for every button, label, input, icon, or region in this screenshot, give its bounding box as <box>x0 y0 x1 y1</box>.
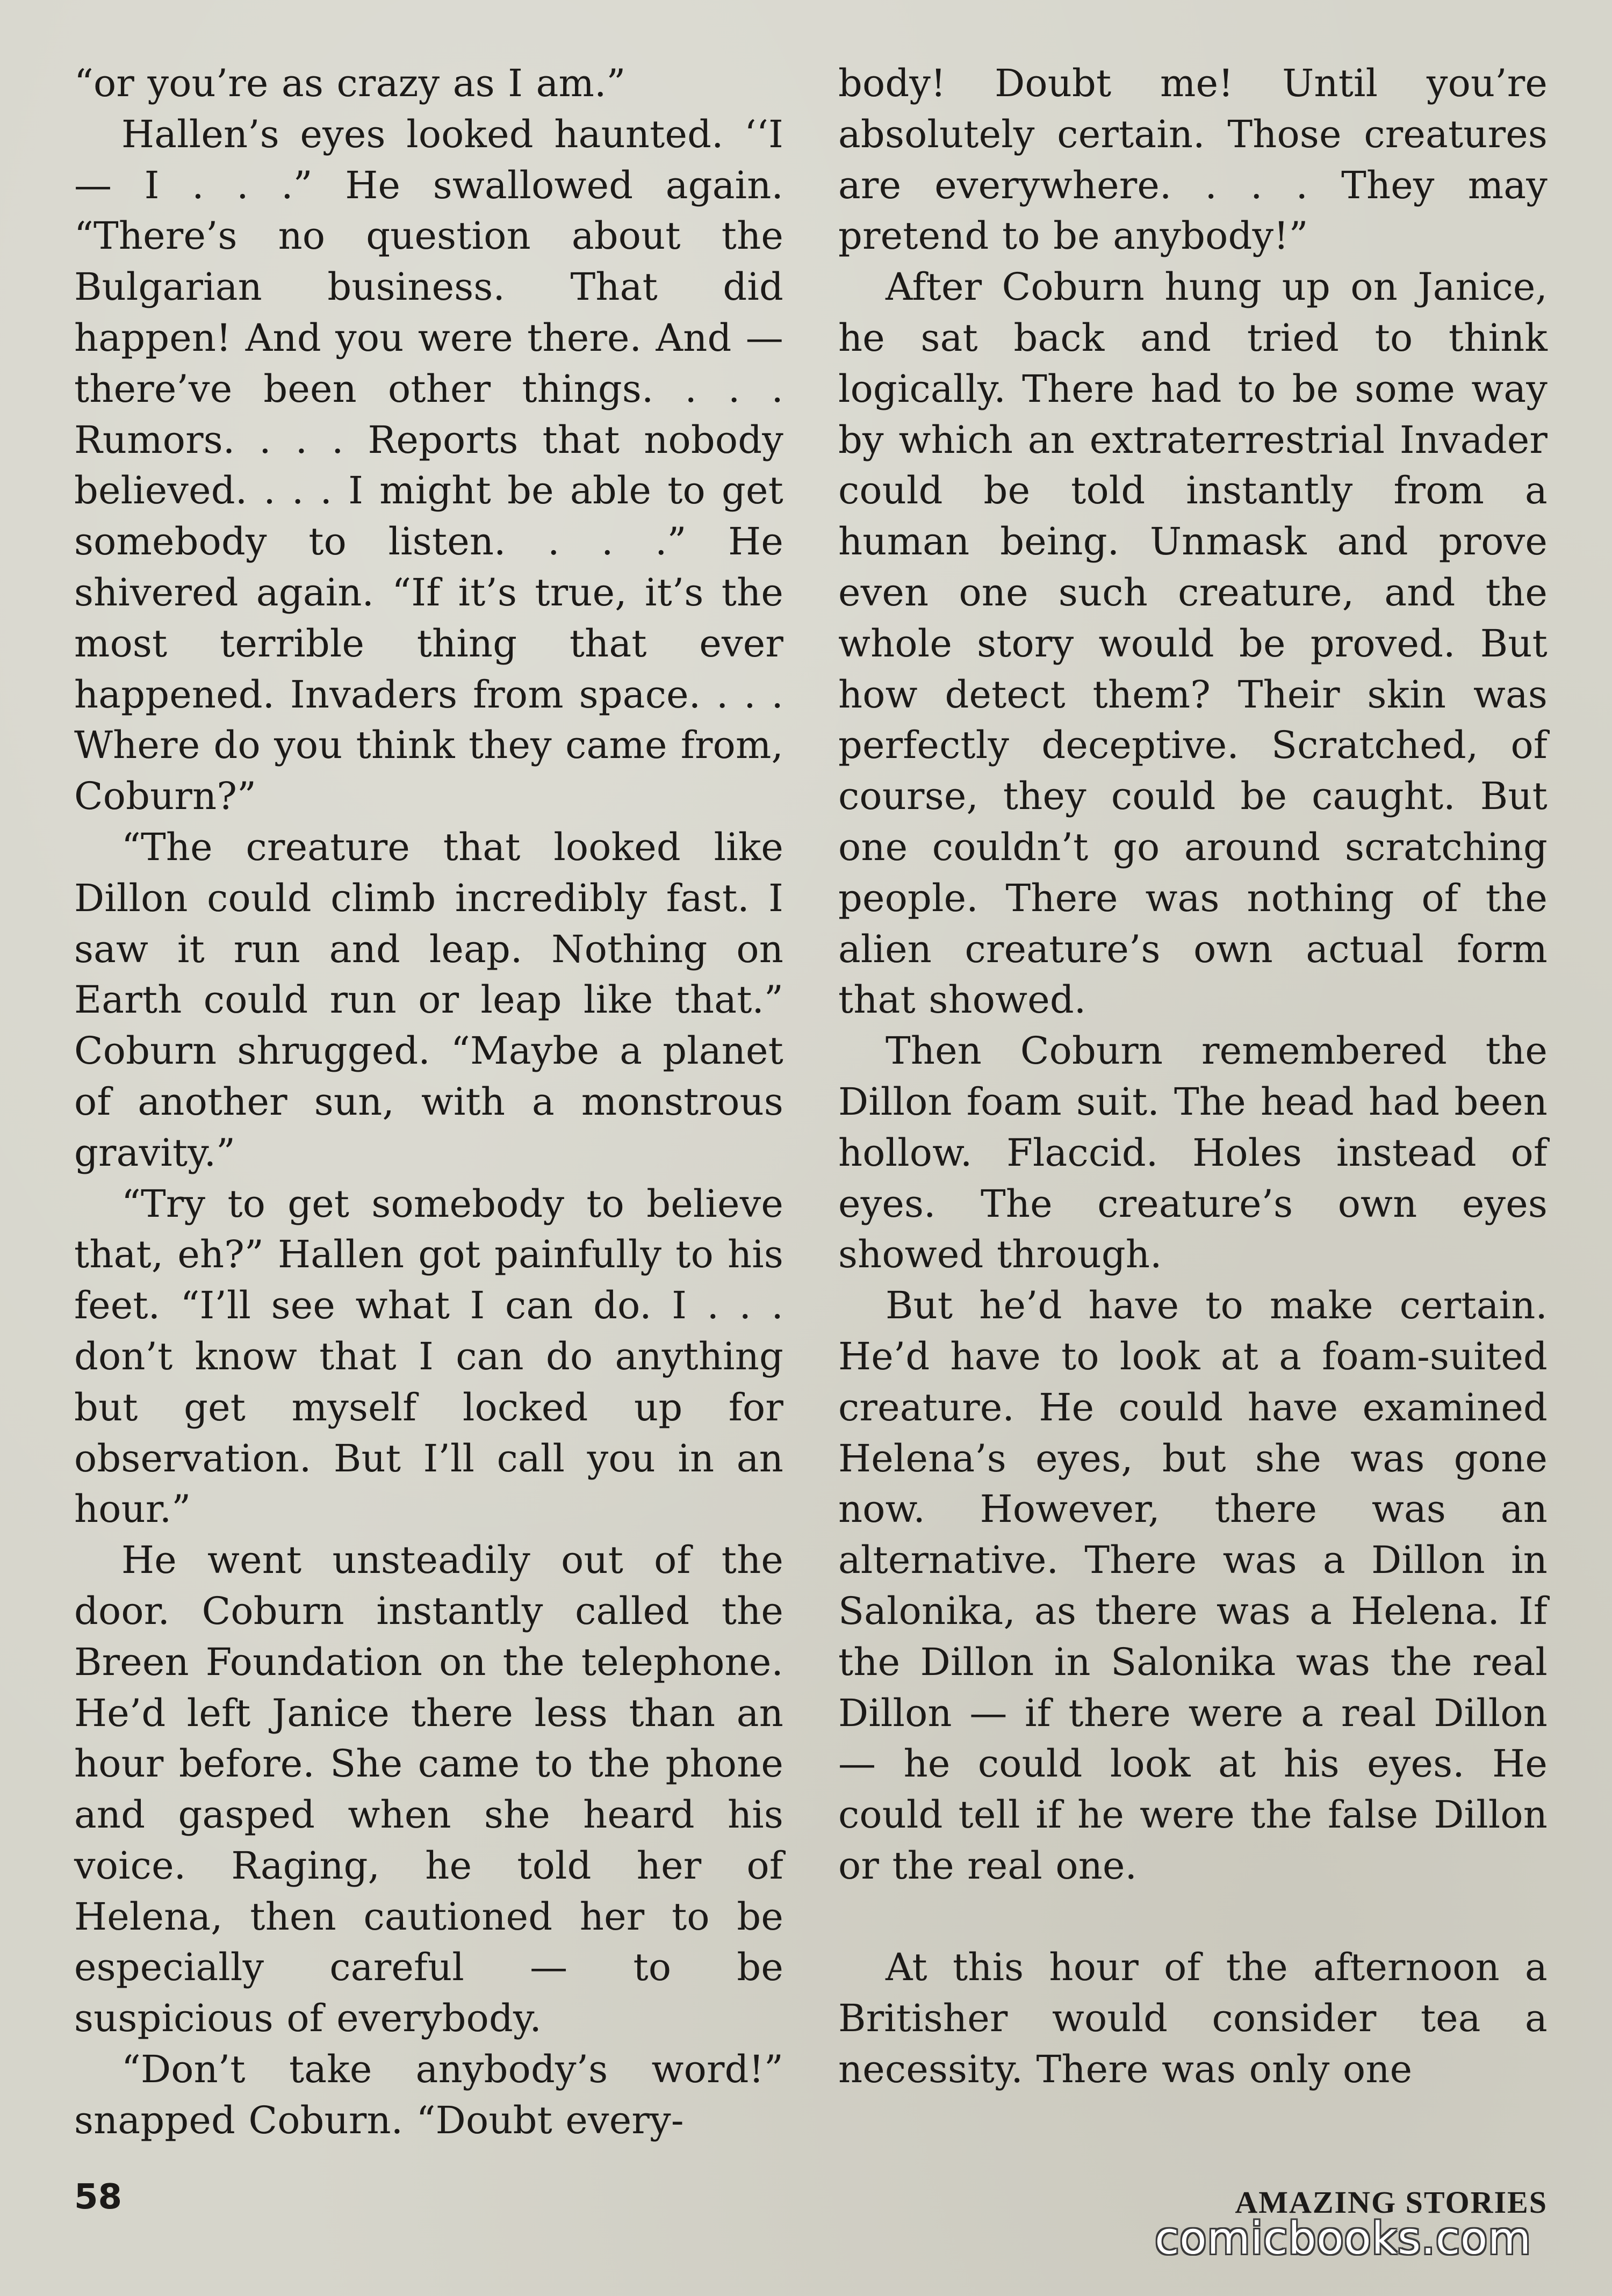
paragraph: But he’d have to make certain. He’d have to look at a foam-suited creature. He could have examined Helena’s eyes, but she was gone now. However, there was an alternative. There was a Dillon in Salonika, as there was a Helena. If the Dillon in Salonika was the real Dillon — if there were a real Dillon — he could look at his eyes. He could tell if he were the false Dillon or the real one. <box>838 1283 1548 1888</box>
paragraph: After Coburn hung up on Janice, he sat back and tried to think logically. There had to be some way by which an extraterrestrial Invader could be told instantly from a human being. Unmask and prove even one such creature, and the whole story would be proved. But how detect them? Their skin was perfectly deceptive. Scratched, of course, they could be caught. But one couldn’t go around scratching people. There was nothing of the alien creature’s own actual form that showed. <box>838 265 1548 1022</box>
magazine-name: AMAZING STORIES <box>1235 2185 1548 2220</box>
paragraph: “Don’t take anybody’s word!” snapped Coburn. “Doubt every- <box>74 2047 783 2142</box>
paragraph: He went unsteadily out of the door. Coburn instantly called the Breen Foundation on the telephone. He’d left Janice there less than an hour before. She came to the phone and gasped when she heard his voice. Raging, he told her of Helena, then cautioned her to be especially careful — to be suspicious of everybody. <box>74 1538 783 2041</box>
paragraph: Then Coburn remembered the Dillon foam suit. The head had been hollow. Flaccid. Holes instead of eyes. The creature’s own eyes showed through. <box>838 1029 1548 1277</box>
paragraph: Hallen’s eyes looked haunted. ‘‘I — I . . .” He swallowed again. “There’s no question about the Bulgarian business. That did happen! And you were there. And — there’ve been other things. . . . Rumors. . . . Reports that nobody believed. . . . I might be able to get somebody to listen. . . .” He shivered again. “If it’s true, it’s the most terrible thing that ever happened. Invaders from space. . . . Where do you think they came from, Coburn?” <box>74 112 783 819</box>
paragraph: body! Doubt me! Until you’re absolutely certain. Those creatures are everywhere. . . . They may pretend to be anybody!” <box>838 61 1548 258</box>
paragraph: “The creature that looked like Dillon could climb incredibly fast. I saw it run and leap. Nothing on Earth could run or leap like that.” Coburn shrugged. “Maybe a planet of another sun, with a monstrous gravity.” <box>74 825 783 1175</box>
paragraph: “Try to get somebody to believe that, eh?” Hallen got painfully to his feet. “I’ll see what I can do. I . . . don’t know that I can do anything but get myself locked up for observation. But I’ll call you in an hour.” <box>74 1181 783 1532</box>
paragraph: At this hour of the afternoon a Britisher would consider tea a necessity. There was only one <box>838 1945 1548 2092</box>
paragraph: “or you’re as crazy as I am.” <box>74 61 626 105</box>
watermark: comicbooks.com <box>1155 2213 1531 2264</box>
page-number: 58 <box>74 2177 123 2217</box>
